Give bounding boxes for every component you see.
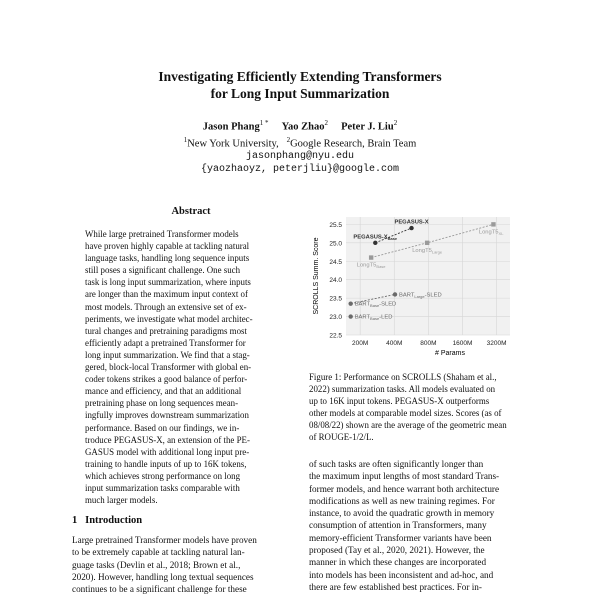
data-point: [409, 226, 413, 230]
abstract-line: mance and efficiency, and that an additional: [85, 386, 242, 397]
x-tick-label: 1600M: [452, 340, 473, 347]
abstract-line: GASUS model with additional long input pre-: [85, 446, 250, 457]
body-line: instance, to avoid the quadratic growth in memory: [309, 508, 495, 519]
abstract-line: language tasks, handling long sequence inputs: [85, 253, 250, 264]
point-label-sub: Large: [414, 293, 425, 299]
point-label-sub: Large: [431, 249, 443, 255]
author-sup: 2: [324, 119, 328, 127]
author-sup: 2: [393, 119, 398, 127]
body-line: modifications as well as new training regimes. For: [309, 495, 495, 506]
point-label: [355, 315, 393, 322]
author-name: Jason Phang: [202, 121, 260, 133]
abstract-line: tural changes and pretraining paradigms most: [85, 325, 247, 336]
author-block: [0, 117, 600, 176]
abstract-line: much larger models.: [85, 495, 158, 506]
abstract-line: are longer than the maximum input context of: [85, 289, 248, 300]
abstract-line: While large pretrained Transformer models: [85, 229, 239, 239]
author-name: Peter J. Liu: [341, 121, 394, 133]
author-names: [0, 117, 600, 134]
x-tick-label: 400M: [386, 340, 403, 347]
body-line: the maximum input lengths of most standard Trans-: [309, 471, 500, 482]
y-tick-label: 23.0: [329, 314, 342, 322]
affil-sup: 1: [183, 135, 188, 144]
body-line: there are few established best practices. For in-: [309, 581, 482, 592]
x-tick-label: 200M: [352, 340, 369, 347]
point-label-main: LongT5: [356, 262, 377, 269]
data-point: [369, 255, 373, 259]
body-line: of such tasks are often significantly longer than: [309, 459, 484, 469]
point-label: [394, 220, 428, 226]
abstract-line: gered, block-local Transformer with global en-: [85, 362, 252, 373]
data-point: [373, 241, 377, 245]
point-label: [399, 292, 442, 299]
abstract-line: which achieves strong performance on long: [85, 470, 241, 481]
affil-name: Google Research, Brain Team: [290, 138, 417, 149]
title-line-1: Investigating Efficiently Extending Transformers: [158, 69, 442, 84]
section-number: 1: [72, 515, 78, 526]
abstract-line: still poses a significant challenge. One such: [85, 265, 241, 276]
abstract-line: long input summarization. We find that a stag-: [85, 349, 250, 360]
abstract-line: ingfully improves downstream summarization: [85, 410, 249, 421]
point-label-main: BART: [354, 301, 371, 308]
y-tick-label: 23.5: [329, 295, 342, 303]
figure-caption: [309, 371, 533, 444]
affil-name: New York University,: [187, 138, 279, 149]
intro-line: to be extremely capable at tackling natural lan-: [72, 547, 245, 558]
intro-line: 2020). However, handling long textual sequences: [72, 571, 254, 582]
data-point: [348, 314, 352, 318]
abstract-line: training to handle inputs of up to 16K tokens,: [85, 458, 247, 469]
point-label: [353, 234, 397, 241]
caption-line: up to 16K input tokens. PEGASUS-X outperforms: [309, 396, 490, 407]
figure-1-chart: [300, 205, 520, 365]
body-line: into models has been inconsistent and ad-hoc, and: [309, 569, 494, 580]
right-column-body: [309, 458, 533, 593]
point-label-sub: Base: [376, 264, 386, 270]
point-label-tail: -LED: [379, 314, 393, 321]
point-label-tail: -SLED: [424, 292, 442, 299]
abstract-line: most models. Through an extensive set of ex-: [85, 301, 247, 312]
x-axis-label: # Params: [435, 350, 465, 357]
y-tick-label: 22.5: [329, 332, 342, 340]
body-line: manner in which these changes are incorporated: [309, 557, 487, 568]
body-line: proposed (Tay et al., 2020, 2021). However, the: [309, 545, 485, 556]
y-tick-label: 25.5: [329, 221, 342, 229]
point-label-main: BART: [354, 314, 371, 321]
y-tick-label: 24.5: [329, 258, 342, 266]
data-point: [348, 301, 352, 305]
caption-line: of ROUGE-1/2/L.: [309, 432, 374, 443]
author-sup: 1 *: [259, 119, 269, 127]
caption-line: other models at comparable model sizes. Scores (as of: [309, 408, 502, 419]
body-line: consumption of attention in Transformers, many: [309, 520, 487, 531]
caption-line: 2022) summarization tasks. All models evaluated on: [309, 384, 496, 395]
point-label-main: PEGASUS-X: [353, 234, 388, 241]
point-label: [479, 229, 504, 236]
affil-sup: 2: [286, 135, 291, 144]
abstract-line: have proven highly capable at tackling natural: [85, 241, 250, 252]
abstract-line: pretraining phase on long sequences mean-: [85, 398, 239, 409]
point-label-sub: Base: [387, 235, 398, 241]
abstract-line: coder tokens strikes a good balance of perfor-: [85, 374, 248, 385]
point-label: [357, 263, 387, 270]
abstract-line: efficiently adapt a pretrained Transformer for: [85, 337, 246, 348]
point-label-tail: -SLED: [379, 301, 397, 308]
author-name: Yao Zhao: [281, 121, 325, 133]
title-line-2: for Long Input Summarization: [210, 86, 390, 101]
point-label-sub: Base: [370, 303, 380, 309]
point-label-main: LongT5: [478, 229, 499, 236]
abstract-line: performance. Based on our findings, we in-: [85, 422, 240, 433]
y-tick-label: 24.0: [329, 277, 342, 285]
point-label-main: LongT5: [412, 247, 432, 254]
point-label-sub: Base: [370, 316, 380, 322]
y-tick-label: 25.0: [329, 240, 342, 248]
point-label: [412, 248, 443, 255]
intro-heading: [72, 515, 298, 526]
paper-title: [0, 68, 600, 102]
section-title: Introduction: [85, 515, 143, 526]
point-label-sub: XL: [498, 230, 504, 236]
body-line: memory-efficient Transformer variants have been: [309, 532, 492, 543]
email-1: jasonphang@nyu.edu: [245, 151, 355, 162]
caption-line: 08/08/22) shown are the average of the geometric mean: [309, 420, 507, 431]
abstract-body: [85, 228, 297, 506]
point-label-main: BART: [399, 292, 415, 299]
data-point: [393, 292, 397, 296]
abstract-line: troduce PEGASUS-X, an extension of the PE-: [85, 434, 250, 445]
affiliations: [0, 134, 600, 151]
y-axis-label: SCROLLS Summ. Score: [313, 237, 320, 315]
abstract-heading: Abstract: [171, 206, 211, 217]
abstract-line: periments, we investigate what model architec-: [85, 313, 253, 324]
data-point: [491, 222, 495, 226]
intro-line: guage tasks (Devlin et al., 2018; Brown et al.,: [72, 559, 241, 570]
x-tick-label: 3200M: [486, 340, 507, 347]
intro-body: [72, 534, 298, 595]
data-point: [425, 241, 429, 245]
point-label: [355, 302, 397, 309]
email-2: {yaozhaoyz, peterjliu}@google.com: [200, 164, 400, 175]
caption-line: Figure 1: Performance on SCROLLS (Shaham et al.,: [309, 372, 497, 382]
intro-line: continues to be a significant challenge for these: [72, 584, 247, 595]
abstract-line: task is long input summarization, where inputs: [85, 277, 251, 288]
body-line: former models, and hence warrant both architecture: [309, 483, 500, 494]
point-label-main: PEGASUS-X: [394, 219, 429, 226]
intro-line: Large pretrained Transformer models have proven: [72, 535, 257, 545]
x-tick-label: 800M: [420, 340, 437, 347]
abstract-line: input summarization tasks comparable with: [85, 482, 240, 493]
